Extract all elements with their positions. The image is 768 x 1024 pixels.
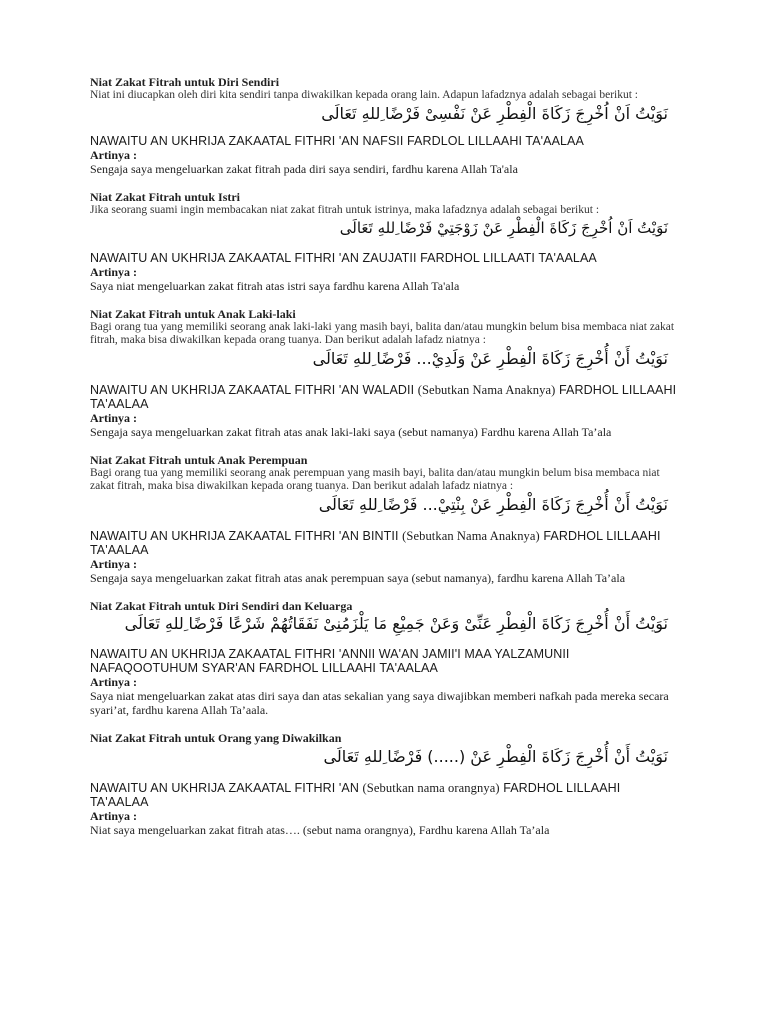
latin-part: NAWAITU AN UKHRIJA ZAKAATAL FITHRI 'AN <box>90 781 359 795</box>
arabic-niat: نَوَيْتُ أَنْ أُخْرِجَ زَكَاةَ الْفِطْرِ عَنْ وَلَدِيْ... فَرْضًا ِللهِ تَعَالَى <box>312 349 668 368</box>
latin-part: FARDHOL LILLAAHI TA'AALAA <box>90 383 677 411</box>
latin-part: NAWAITU AN UKHRIJA ZAKAATAL FITHRI 'AN BINTII <box>90 529 399 543</box>
arabic-niat: نَوَيْتُ اَنْ اُخْرِجَ زَكَاةَ الْفِطْرِ عَنْ نَفْسِىْ فَرْضًا ِللهِ تَعَالَى <box>321 104 668 123</box>
section-intro: Niat ini diucapkan oleh diri kita sendiri tanpa diwakilkan kepada orang lain. Adapun lafadznya adalah sebagai berikut : <box>90 89 638 101</box>
latin-transliteration: NAWAITU AN UKHRIJA ZAKAATAL FITHRI 'AN NAFSII FARDLOL LILLAAHI TA'AALAA <box>90 134 584 148</box>
latin-transliteration: NAWAITU AN UKHRIJA ZAKAATAL FITHRI 'ANNII WA'AN JAMII'I MAA YALZAMUNII NAFAQOOTUHUM SYAR'AN FARDHOL LILLAAHI TA'AALAA <box>90 647 570 675</box>
latin-part: FARDHOL LILLAAHI TA'AALAA <box>90 529 661 557</box>
section-istri <box>90 190 680 293</box>
latin-transliteration <box>90 383 680 411</box>
meaning-text: Saya niat mengeluarkan zakat atas diri saya dan atas sekalian yang saya diwajibkan memberi nafkah pada mereka secara syari’at, fardhu karena Allah Ta’aala. <box>90 689 669 717</box>
latin-transliteration <box>90 529 680 557</box>
section-heading: Niat Zakat Fitrah untuk Diri Sendiri <box>90 75 280 89</box>
document-page <box>90 75 680 837</box>
latin-transliteration <box>90 781 680 809</box>
latin-note: (Sebutkan Nama Anaknya) <box>402 529 540 543</box>
latin-note: (Sebutkan Nama Anaknya) <box>417 383 556 397</box>
section-heading: Niat Zakat Fitrah untuk Diri Sendiri dan Keluarga <box>90 599 353 613</box>
latin-part: NAWAITU AN UKHRIJA ZAKAATAL FITHRI 'AN WALADII <box>90 383 415 397</box>
arabic-niat: نَوَيْتُ أَنْ أُخْرِجَ زَكَاةَ الْفِطْرِ عَنْ (.....) فَرْضًا ِللهِ تَعَالَى <box>323 747 668 766</box>
arabic-niat: نَوَيْتُ أَنْ أُخْرِجَ زَكَاةَ الْفِطْرِ عَنْ بِنْتِيْ... فَرْضًا ِللهِ تَعَالَى <box>318 495 668 514</box>
section-heading: Niat Zakat Fitrah untuk Istri <box>90 190 241 204</box>
section-heading: Niat Zakat Fitrah untuk Orang yang Diwakilkan <box>90 731 342 745</box>
artinya-label: Artinya : <box>90 809 137 823</box>
latin-note: (Sebutkan nama orangnya) <box>362 781 500 795</box>
section-intro: Bagi orang tua yang memiliki seorang anak perempuan yang masih bayi, balita dan/atau mungkin belum bisa membaca niat zakat fitrah, maka bisa diwakilkan kepada orang tuanya. Dan berikut adalah lafadz niatnya : <box>90 467 660 492</box>
artinya-label: Artinya : <box>90 148 137 162</box>
section-intro: Bagi orang tua yang memiliki seorang anak laki-laki yang masih bayi, balita dan/atau mungkin belum bisa membaca niat zakat fitrah, maka bisa diwakilkan kepada orang tuanya. Dan berikut adalah lafadz niatnya : <box>90 321 675 346</box>
section-heading: Niat Zakat Fitrah untuk Anak Perempuan <box>90 453 308 467</box>
artinya-label: Artinya : <box>90 675 137 689</box>
section-anak-laki-laki <box>90 307 680 439</box>
section-diri-sendiri <box>90 75 680 176</box>
artinya-label: Artinya : <box>90 411 137 425</box>
arabic-niat: نَوَيْتُ اَنْ اُخْرِجَ زَكَاةَ الْفِطْرِ عَنْ زَوْجَتِيْ فَرْضًا ِللهِ تَعَالَى <box>339 219 668 237</box>
section-heading: Niat Zakat Fitrah untuk Anak Laki-laki <box>90 307 296 321</box>
section-orang-yang-diwakilkan <box>90 731 680 837</box>
section-intro: Jika seorang suami ingin membacakan niat zakat fitrah untuk istrinya, maka lafadznya adalah sebagai berikut : <box>90 204 600 216</box>
arabic-niat: نَوَيْتُ أَنْ أُخْرِجَ زَكَاةَ الْفِطْرِ عَنِّىْ وَعَنْ جَمِيْعِ مَا يَلْزَمُنِىْ نَفَقَاتُهُمْ شَرْعًا فَرْضًا ِللهِ تَعَالَى <box>124 614 668 633</box>
meaning-text: Sengaja saya mengeluarkan zakat fitrah atas anak perempuan saya (sebut namanya), fardhu karena Allah Ta’ala <box>90 571 626 585</box>
latin-part: FARDHOL LILLAAHI TA'AALAA <box>90 781 621 809</box>
artinya-label: Artinya : <box>90 265 137 279</box>
meaning-text: Sengaja saya mengeluarkan zakat fitrah atas anak laki-laki saya (sebut namanya) Fardhu karena Allah Ta’ala <box>90 425 612 439</box>
meaning-text: Niat saya mengeluarkan zakat fitrah atas…. (sebut nama orangnya), Fardhu karena Allah Ta’ala <box>90 823 550 837</box>
section-diri-sendiri-dan-keluarga <box>90 599 680 717</box>
artinya-label: Artinya : <box>90 557 137 571</box>
section-anak-perempuan <box>90 453 680 585</box>
meaning-text: Sengaja saya mengeluarkan zakat fitrah pada diri saya sendiri, fardhu karena Allah Ta'ala <box>90 162 518 176</box>
meaning-text: Saya niat mengeluarkan zakat fitrah atas istri saya fardhu karena Allah Ta'ala <box>90 279 460 293</box>
latin-transliteration: NAWAITU AN UKHRIJA ZAKAATAL FITHRI 'AN ZAUJATII FARDHOL LILLAATI TA'AALAA <box>90 251 597 265</box>
